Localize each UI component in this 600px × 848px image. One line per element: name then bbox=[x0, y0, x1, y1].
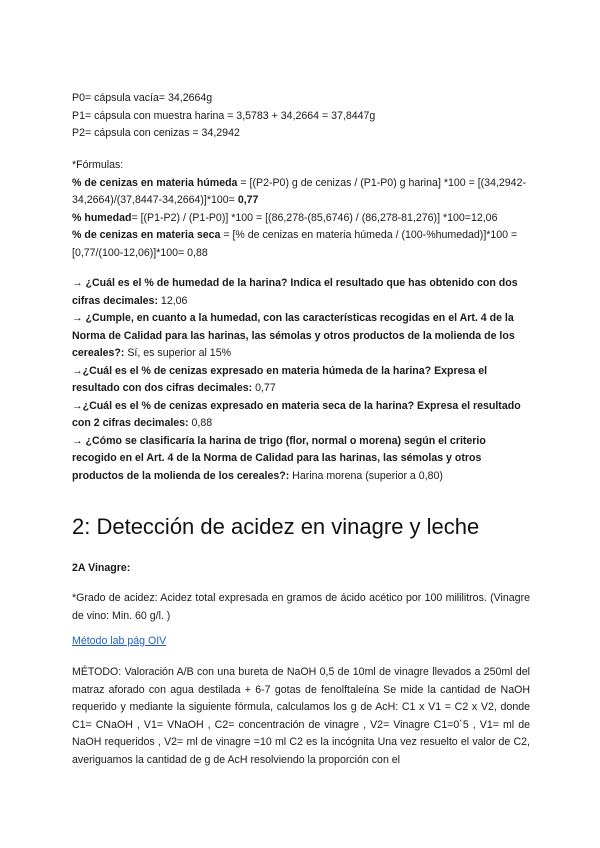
grado-paragraph: *Grado de acidez: Acidez total expresada en gramos de ácido acético por 100 mililitros. (Vinagre de vino: Min. 60 g/l. ) bbox=[72, 592, 530, 622]
formula-ash-dry-body: = [% de cenizas en materia húmeda / (100-%humedad)]*100 = [0,77/(100-12,06)]*100= 0,88 bbox=[72, 229, 518, 259]
answer-text: 0,88 bbox=[188, 417, 213, 429]
question-item bbox=[72, 310, 530, 363]
question-item bbox=[72, 275, 530, 310]
question-text: → ¿Cómo se clasificaría la harina de trigo (flor, normal o morena) según el criterio recogido en el Art. 4 de la Norma de Calidad para las harinas, las sémolas y otros productos de la molienda de los cereales?: bbox=[72, 434, 486, 482]
question-text: →¿Cuál es el % de cenizas expresado en materia húmeda de la harina? Expresa el resultado con dos cifras decimales: bbox=[72, 364, 488, 394]
formula-ash-dry-label: % de cenizas en materia seca bbox=[72, 229, 221, 241]
answer-text: 12,06 bbox=[157, 294, 188, 307]
formula-humidity-label: % humedad bbox=[72, 211, 132, 224]
question-text: →¿Cuál es el % de cenizas expresado en materia seca de la harina? Expresa el resultado con 2 cifras decimales: bbox=[72, 399, 521, 429]
formula-ash-wet-label: % de cenizas en materia húmeda bbox=[72, 176, 238, 189]
formula-humidity-body: = [(P1-P2) / (P1-P0)] *100 = [(86,278-(85,6746) / (86,278-81,276)] *100=12,06 bbox=[131, 211, 498, 224]
formulas-block bbox=[72, 157, 530, 262]
answer-text: Sí, es superior al 15% bbox=[124, 347, 232, 359]
question-text: → ¿Cuál es el % de humedad de la harina? Indica el resultado que has obtenido con dos cifras decimales: bbox=[72, 277, 518, 307]
method-paragraph: MÉTODO: Valoración A/B con una bureta de NaOH 0,5 de 10ml de vinagre llevados a 250ml del matraz aforado con agua destilada + 6-7 gotas de fenolftaleína Se mide la cantidad de NaOH requerido y mediante la siguiente fórmula, calculamos los g de AcH: C1 x V1 = C2 x V2, donde C1= CNaOH , V1= VNaOH , C2= concentración de vinagre , V2= Vinagre C1=0´5 , V1= ml de NaOH requeridos , V2= ml de vinagre =10 ml C2 es la incógnita Una vez resuelto el valor de C2, averiguamos la cantidad de g de AcH resolviendo la proporción con el bbox=[72, 666, 530, 766]
question-item bbox=[72, 398, 530, 433]
formula-ash-wet-result: 0,77 bbox=[237, 194, 259, 206]
answer-text: Harina morena (superior a 0,80) bbox=[289, 469, 443, 482]
question-text: → ¿Cumple, en cuanto a la humedad, con las características recogidas en el Art. 4 de la Norma de Calidad para las harinas, las sémolas y otros productos de la molienda de los cereales?: bbox=[72, 312, 515, 359]
method-link-line bbox=[72, 633, 530, 651]
p1-line: P1= cápsula con muestra harina = 3,5783 + 34,2664 = 37,8447g bbox=[72, 109, 376, 122]
question-item bbox=[72, 433, 530, 486]
section-title: 2: Detección de acidez en vinagre y leche bbox=[72, 514, 480, 539]
section-subtitle: 2A Vinagre: bbox=[72, 562, 131, 574]
formula-humidity bbox=[72, 210, 530, 228]
formulas-heading: *Fórmulas: bbox=[72, 159, 124, 171]
p0-line: P0= cápsula vacía= 34,2664g bbox=[72, 92, 213, 104]
answer-text: 0,77 bbox=[252, 382, 276, 394]
results-block bbox=[72, 90, 530, 143]
questions-block bbox=[72, 275, 530, 485]
p2-line: P2= cápsula con cenizas = 34,2942 bbox=[72, 127, 240, 139]
formula-ash-wet-body: = [(P2-P0) g de cenizas / (P1-P0) g harina] *100 = [(34,2942-34,2664)/(37,8447-34,2664)]*100= bbox=[72, 176, 526, 206]
formula-ash-dry bbox=[72, 227, 530, 262]
formula-ash-wet bbox=[72, 175, 530, 210]
question-item bbox=[72, 363, 530, 398]
method-link[interactable]: Método lab pág OIV bbox=[72, 635, 167, 647]
